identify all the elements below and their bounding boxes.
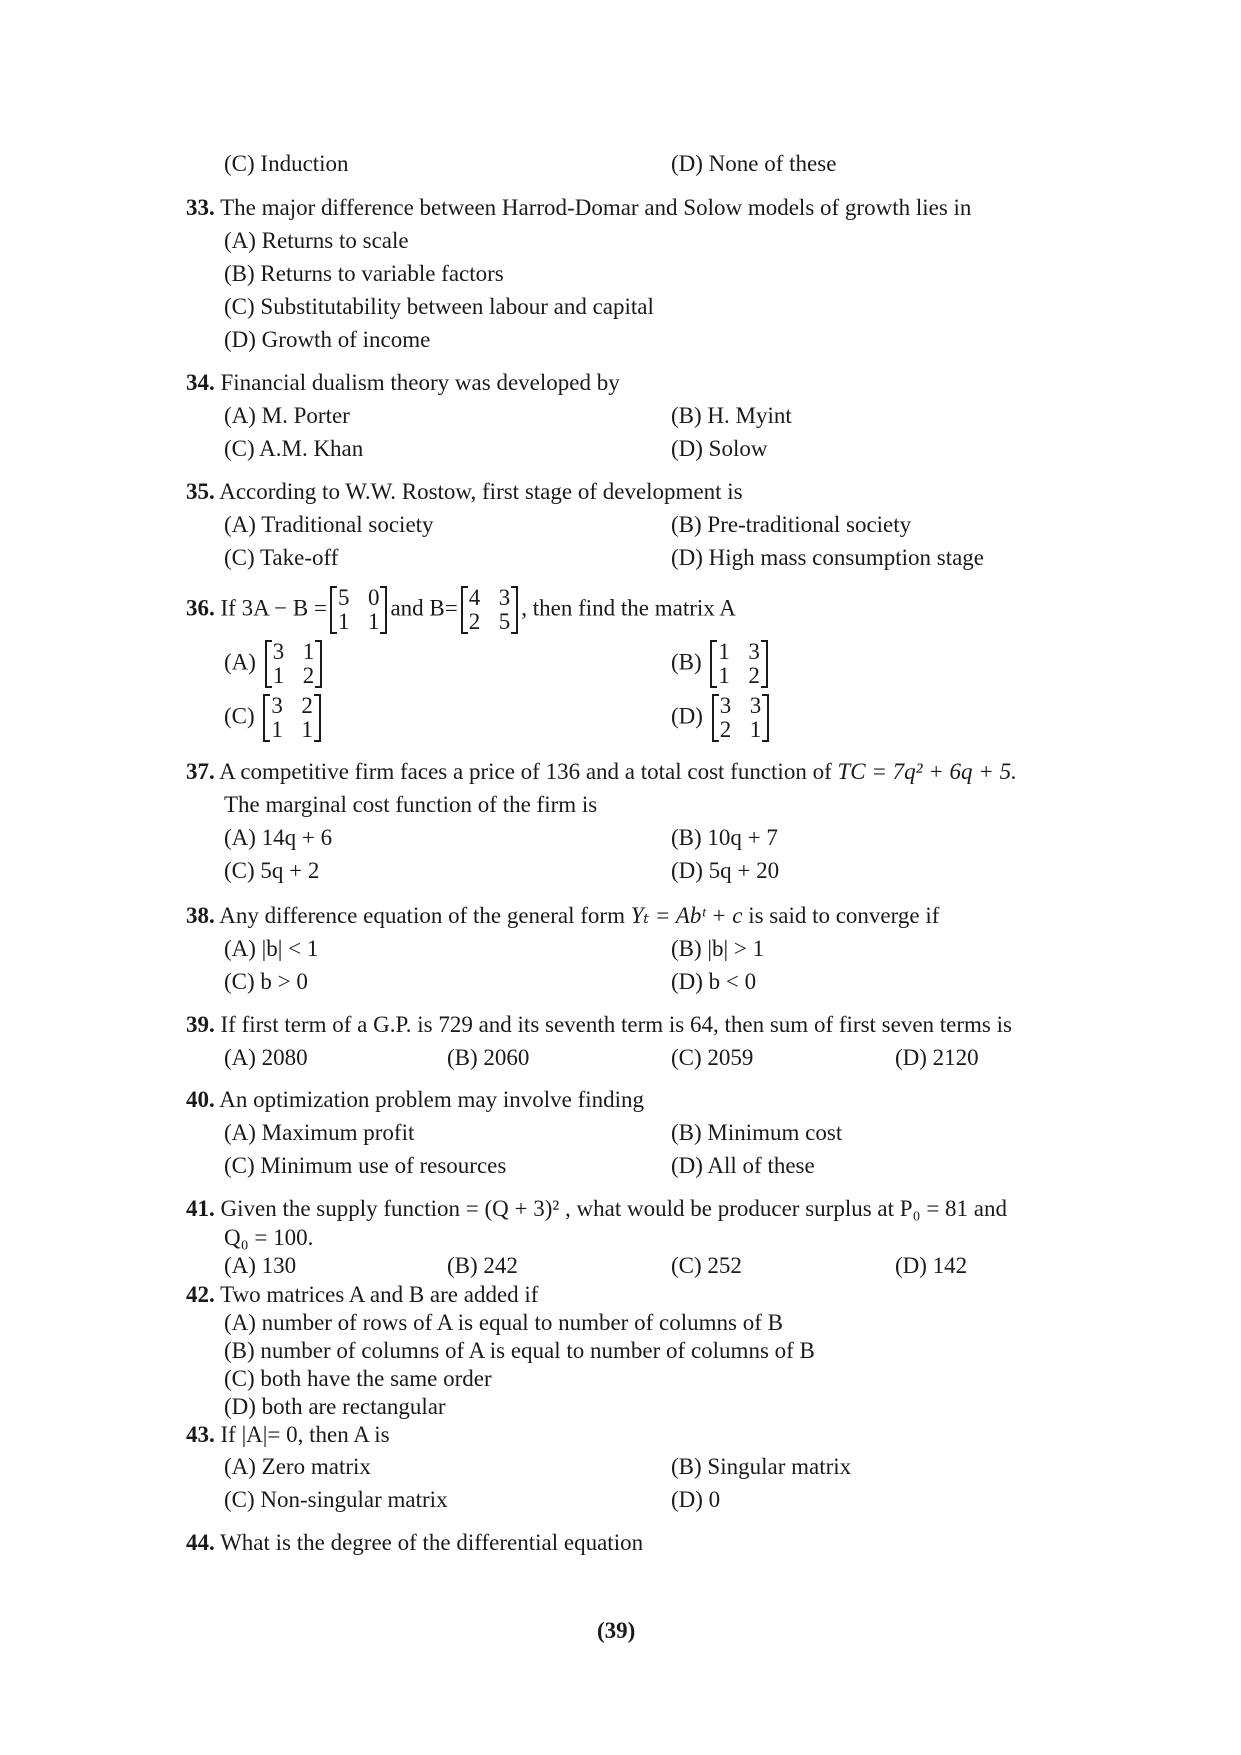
matrix-cell: 1: [337, 609, 350, 635]
option-d: (D) All of these: [671, 1153, 815, 1178]
matrix-row: [718, 664, 760, 688]
matrix-cell: 3: [749, 693, 762, 718]
option-a: (A) 14q + 6: [224, 825, 333, 850]
matrix-cell: 2: [301, 693, 313, 718]
matrix-cell: 3: [498, 585, 511, 610]
option-d: (D) 5q + 20: [671, 858, 780, 883]
matrix-cell: 1: [271, 717, 283, 743]
option-b: (B) Pre-traditional society: [671, 512, 912, 537]
matrix: [712, 694, 770, 742]
matrix-cell: 3: [272, 639, 285, 664]
option-c: (C) Non-singular matrix: [224, 1487, 448, 1512]
matrix-cell: 2: [748, 663, 760, 689]
matrix-row: [718, 640, 760, 664]
question-text: If first term of a G.P. is 729 and its seventh term is 64, then sum of first seven terms is: [220, 1012, 1012, 1037]
formula: TC = 7q² + 6q + 5.: [837, 759, 1017, 784]
matrix-cell: 0: [367, 585, 380, 610]
matrix: [265, 640, 323, 688]
option-c: [224, 694, 324, 742]
option-d: (D) High mass consumption stage: [671, 545, 985, 570]
matrix-row: [720, 718, 762, 742]
option-c: (C) 2059: [671, 1045, 754, 1070]
option-c: (C) A.M. Khan: [224, 436, 364, 461]
option-d: (D) 0: [671, 1487, 721, 1512]
matrix-cell: 1: [718, 639, 730, 664]
option-c: (C) Substitutability between labour and capital: [224, 294, 654, 319]
matrix-row: [273, 640, 315, 664]
option-a: (A) 130: [224, 1253, 297, 1278]
question-text: Two matrices A and B are added if: [220, 1282, 539, 1307]
option-d: (D) Solow: [671, 436, 768, 461]
question-text: Q₀ = 100.: [224, 1225, 314, 1250]
question-number: 39.: [186, 1012, 215, 1037]
option-a: (A) Returns to scale: [224, 228, 409, 253]
matrix-row: [469, 610, 511, 634]
question-number: 43.: [186, 1422, 215, 1447]
option-label: (A): [224, 649, 256, 675]
matrix: [461, 586, 519, 634]
question-text: is said to converge if: [748, 903, 940, 928]
question-number: 33.: [186, 195, 215, 220]
question-number: 40.: [186, 1087, 215, 1112]
question-text: According to W.W. Rostow, first stage of development is: [219, 479, 743, 504]
option-a: (A) Traditional society: [224, 512, 434, 537]
matrix-cell: 1: [272, 663, 285, 689]
option-a: (A) |b| < 1: [224, 936, 319, 961]
matrix-cell: 4: [468, 585, 481, 610]
option-c: (C) 5q + 2: [224, 858, 320, 883]
question-text: An optimization problem may involve finding: [219, 1087, 645, 1112]
option-a: (A) number of rows of A is equal to number of columns of B: [224, 1310, 783, 1335]
matrix-row: [720, 694, 762, 718]
option-b: (B) Singular matrix: [671, 1454, 852, 1479]
question-number: 34.: [186, 370, 215, 395]
option-d: (D) 142: [895, 1253, 968, 1278]
matrix-cell: 3: [271, 693, 283, 718]
question-text: Financial dualism theory was developed by: [220, 370, 620, 395]
option-a: [224, 640, 325, 688]
matrix-row: [338, 610, 380, 634]
matrix-cell: 1: [367, 609, 380, 635]
matrix-cell: 1: [749, 717, 762, 743]
option-a: (A) 2080: [224, 1045, 308, 1070]
option-b: (B) 242: [447, 1253, 518, 1278]
option-d: (D) both are rectangular: [224, 1394, 446, 1419]
matrix-cell: 1: [718, 663, 730, 689]
matrix-row: [273, 664, 315, 688]
matrix: [330, 586, 388, 634]
question-number: 41.: [186, 1196, 215, 1221]
option-c: (C) Minimum use of resources: [224, 1153, 507, 1178]
option-b: (B) Returns to variable factors: [224, 261, 504, 286]
question-number: 44.: [186, 1530, 215, 1555]
option-d: (D) None of these: [671, 151, 837, 176]
question-text: The marginal cost function of the firm is: [224, 792, 598, 817]
matrix-cell: 3: [748, 639, 760, 664]
option-a: (A) Zero matrix: [224, 1454, 371, 1479]
question-text: If |A|= 0, then A is: [220, 1422, 390, 1447]
question-text: If 3A − B =: [220, 595, 327, 621]
matrix-row: [271, 718, 313, 742]
option-d: [671, 694, 772, 742]
question-number: 37.: [186, 759, 215, 784]
page-number: (39): [597, 1618, 636, 1643]
matrix-cell: 1: [301, 717, 313, 743]
question-text: A competitive firm faces a price of 136 and a total cost function of: [219, 759, 832, 784]
option-a: (A) Maximum profit: [224, 1120, 415, 1145]
option-b: (B) |b| > 1: [671, 936, 765, 961]
option-c: (C) Take-off: [224, 545, 339, 570]
option-b: (B) number of columns of A is equal to number of columns of B: [224, 1338, 815, 1363]
option-label: (B): [671, 649, 702, 675]
option-label: (C): [224, 703, 255, 729]
option-d: (D) Growth of income: [224, 327, 431, 352]
option-a: (A) M. Porter: [224, 403, 350, 428]
option-c: (C) both have the same order: [224, 1366, 492, 1391]
question-text: Given the supply function = (Q + 3)² , what would be producer surplus at P₀ = 81 and: [220, 1196, 1008, 1221]
matrix-row: [469, 586, 511, 610]
matrix-cell: 5: [337, 585, 350, 610]
question-text: and B=: [390, 595, 458, 621]
matrix-row: [271, 694, 313, 718]
matrix-cell: 2: [302, 663, 315, 689]
option-c: (C) b > 0: [224, 969, 308, 994]
question-number: 36.: [186, 595, 215, 621]
question-number: 42.: [186, 1282, 215, 1307]
option-b: (B) Minimum cost: [671, 1120, 843, 1145]
option-d: (D) b < 0: [671, 969, 757, 994]
matrix: [263, 694, 321, 742]
option-d: (D) 2120: [895, 1045, 979, 1070]
option-b: (B) 2060: [447, 1045, 530, 1070]
matrix-cell: 5: [498, 609, 511, 635]
question-number: 38.: [186, 903, 215, 928]
matrix-cell: 2: [719, 717, 732, 743]
question-number: 35.: [186, 479, 215, 504]
matrix: [710, 640, 768, 688]
question-text: The major difference between Harrod-Domar and Solow models of growth lies in: [220, 195, 972, 220]
option-b: [671, 640, 771, 688]
matrix-cell: 2: [468, 609, 481, 635]
option-c: (C) 252: [671, 1253, 742, 1278]
formula: Yₜ = Abᵗ + c: [630, 903, 743, 928]
option-label: (D): [671, 703, 703, 729]
option-b: (B) 10q + 7: [671, 825, 778, 850]
option-c: (C) Induction: [224, 151, 349, 176]
question-text: What is the degree of the differential equation: [220, 1530, 644, 1555]
matrix-cell: 3: [719, 693, 732, 718]
matrix-cell: 1: [302, 639, 315, 664]
question-text: Any difference equation of the general form: [219, 903, 625, 928]
question-text: , then find the matrix A: [521, 595, 736, 621]
matrix-row: [338, 586, 380, 610]
option-b: (B) H. Myint: [671, 403, 792, 428]
